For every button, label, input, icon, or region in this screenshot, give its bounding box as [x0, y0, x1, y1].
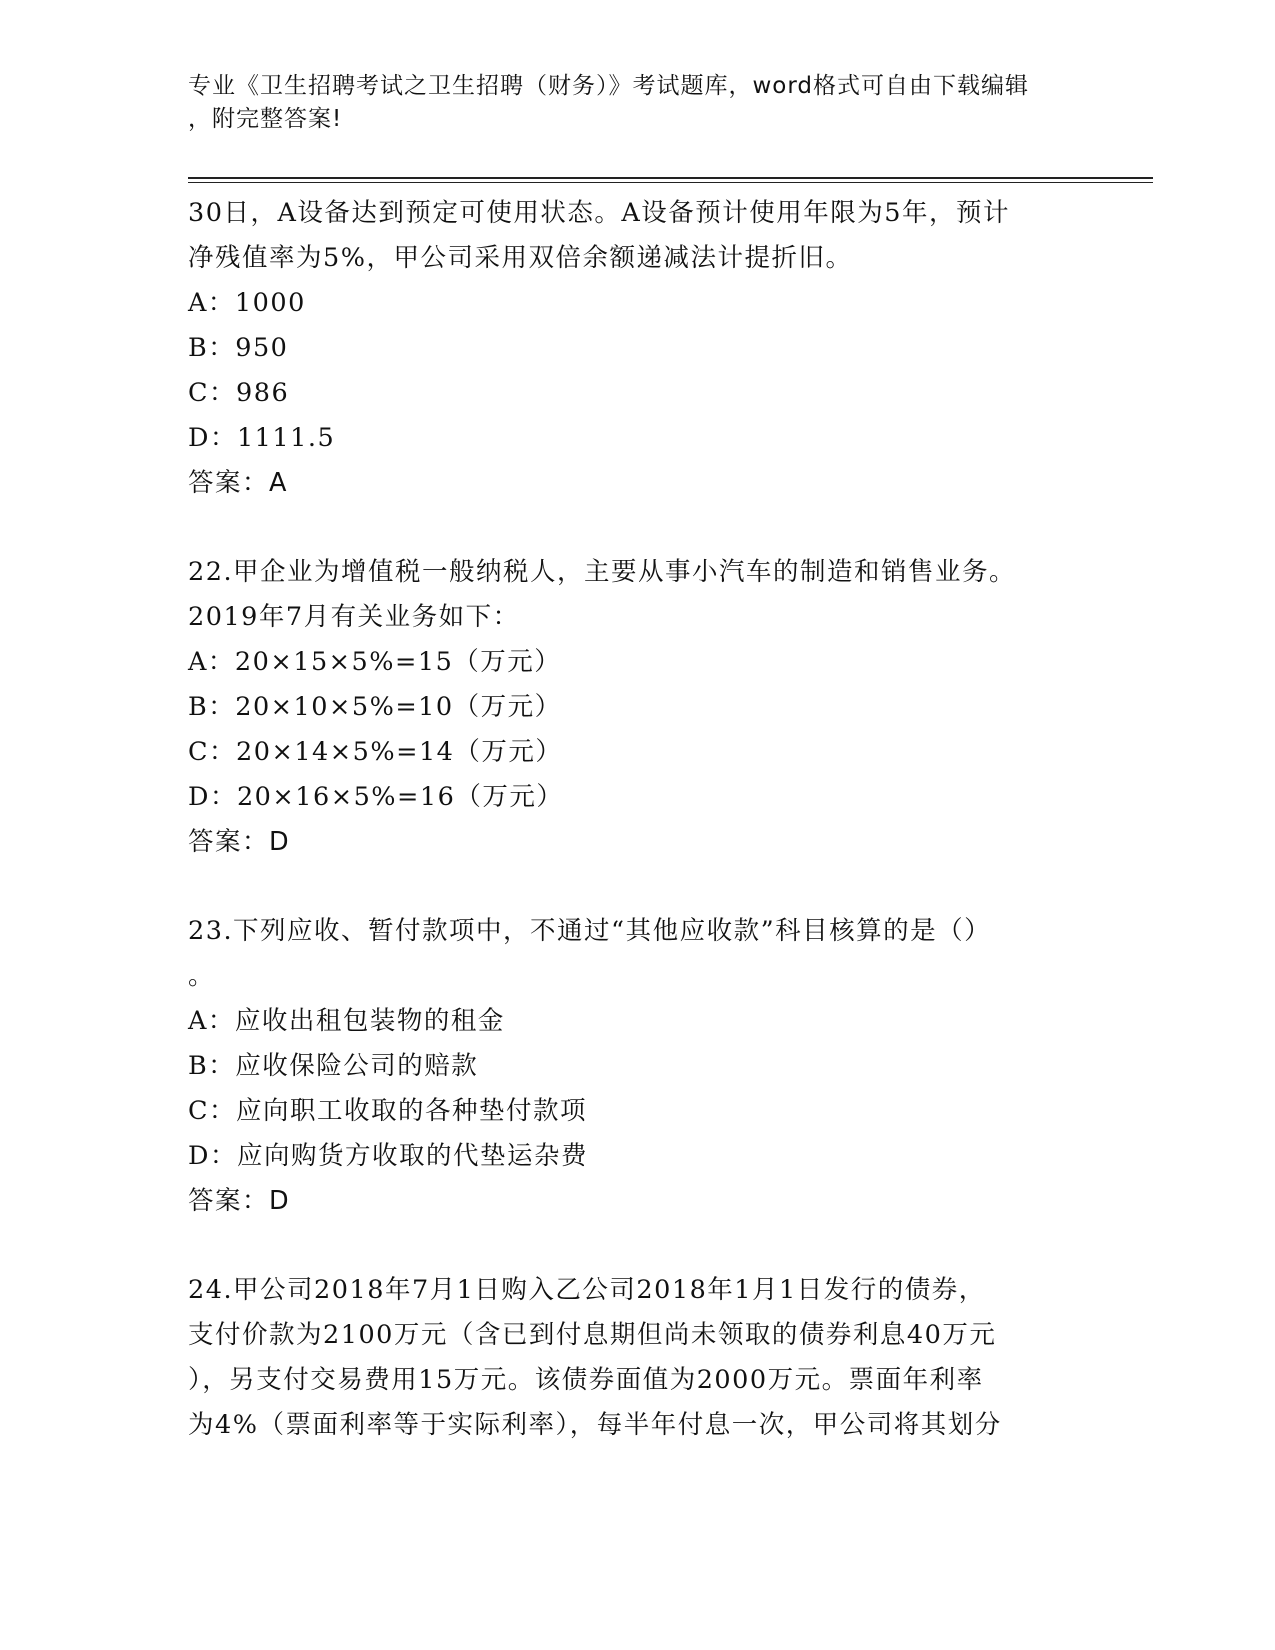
question-text: ），另支付交易费用15万元。该债券面值为2000万元。票面年利率	[188, 1365, 984, 1395]
option-a: A：应收出租包装物的租金	[188, 1006, 505, 1036]
option-c: C：应向职工收取的各种垫付款项	[188, 1096, 588, 1126]
question-23	[188, 909, 1093, 1224]
answer: 答案：D	[188, 1186, 291, 1216]
option-b: B：950	[188, 333, 289, 363]
page-header	[188, 70, 1088, 136]
option-d: D：1111.5	[188, 423, 336, 453]
document-body	[188, 191, 1093, 1448]
question-text: 净残值率为5%，甲公司采用双倍余额递减法计提折旧。	[188, 243, 853, 273]
header-line-1: 专业《卫生招聘考试之卫生招聘（财务）》考试题库，word格式可自由下载编辑	[188, 73, 1030, 99]
question-24	[188, 1268, 1093, 1448]
option-a: A：20×15×5%=15（万元）	[188, 647, 562, 677]
question-text: 支付价款为2100万元（含已到付息期但尚未领取的债券利息40万元	[188, 1320, 997, 1350]
question-text: 为4%（票面利率等于实际利率），每半年付息一次，甲公司将其划分	[188, 1410, 1002, 1440]
spacer	[188, 1224, 1093, 1268]
question-text: 24.甲公司2018年7月1日购入乙公司2018年1月1日发行的债券，	[188, 1275, 986, 1305]
option-b: B：应收保险公司的赔款	[188, 1051, 479, 1081]
option-d: D：20×16×5%=16（万元）	[188, 782, 564, 812]
option-b: B：20×10×5%=10（万元）	[188, 692, 562, 722]
option-c: C：20×14×5%=14（万元）	[188, 737, 563, 767]
header-line-2: ，附完整答案!	[188, 106, 343, 132]
question-text: 30日，A设备达到预定可使用状态。A设备预计使用年限为5年，预计	[188, 198, 1011, 228]
question-text: 23.下列应收、暂付款项中，不通过“其他应收款”科目核算的是（）	[188, 916, 992, 946]
question-text: 。	[188, 961, 216, 991]
answer: 答案：A	[188, 468, 288, 498]
answer: 答案：D	[188, 827, 291, 857]
question-text: 2019年7月有关业务如下：	[188, 602, 520, 632]
question-text: 22.甲企业为增值税一般纳税人，主要从事小汽车的制造和销售业务。	[188, 557, 1017, 587]
question-21	[188, 191, 1093, 506]
option-a: A：1000	[188, 288, 306, 318]
header-rule-thin	[188, 182, 1153, 183]
option-d: D：应向购货方收取的代垫运杂费	[188, 1141, 588, 1171]
question-22	[188, 550, 1093, 865]
spacer	[188, 506, 1093, 550]
header-rule-thick	[188, 177, 1153, 179]
spacer	[188, 865, 1093, 909]
option-c: C：986	[188, 378, 290, 408]
